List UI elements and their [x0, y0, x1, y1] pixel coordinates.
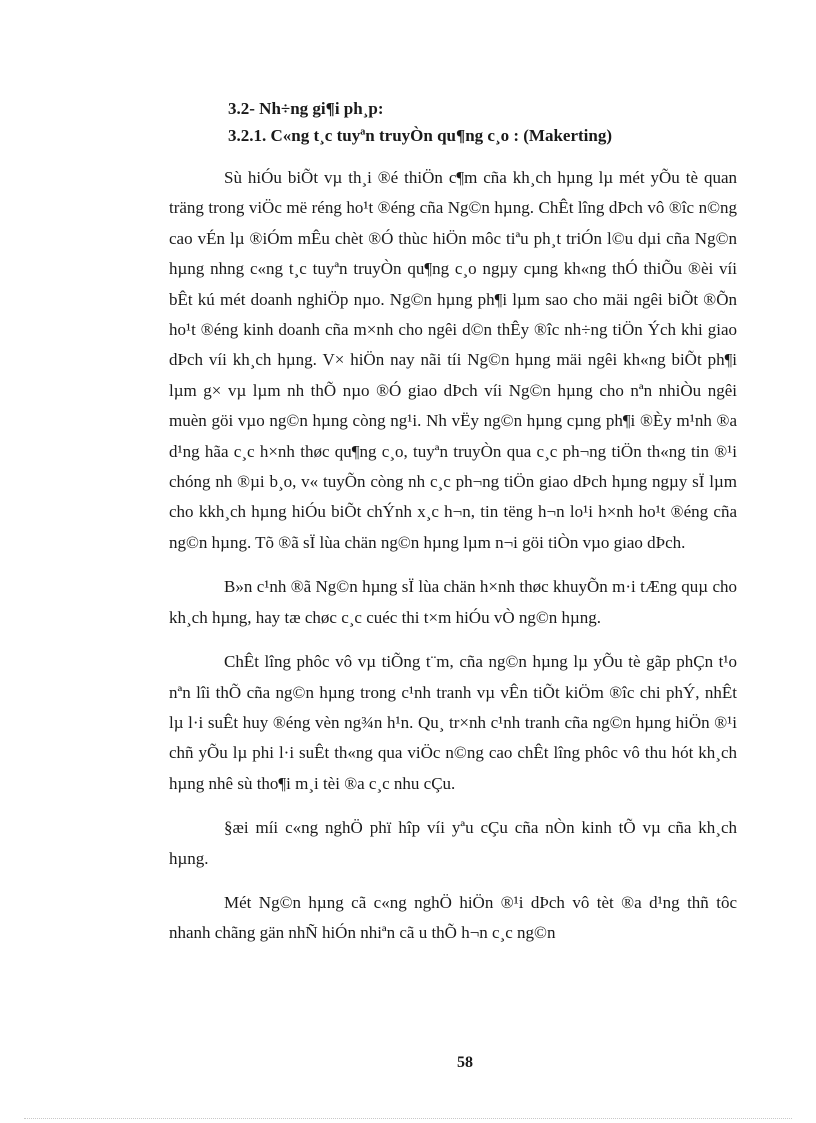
subsection-heading: 3.2.1. C«ng t¸c tuyªn truyÒn qu¶ng c¸o : (Makerting) — [228, 126, 613, 145]
section-heading: 3.2- Nh÷ng gi¶i ph¸p: — [228, 99, 384, 118]
page-bottom-divider — [24, 1118, 792, 1119]
paragraph-5: Mét Ng©n hµng cã c«ng nghÖ hiÖn ®¹i dÞch vô tèt ®a d¹ng thñ tôc nhanh chãng gän nhÑ hiÓn nhiªn cã u thÕ h¬n c¸c ng©n — [169, 892, 737, 943]
page-number: 58 — [457, 1054, 473, 1071]
paragraph-2: B»n c¹nh ®ã Ng©n hµng sÏ lùa chän h×nh thøc khuyÕn m·i tÆng quµ cho kh¸ch hµng, hay tæ chøc c¸c cuéc thi t×m hiÓu vÒ ng©n hµng. — [169, 577, 737, 627]
paragraph-1: Sù hiÓu biÕt vµ th¸i ®é thiÖn c¶m cña kh¸ch hµng lµ mét yÕu tè quan träng trong viÖc më réng ho¹t ®éng cña Ng©n hµng. ChÊt lîng dÞch vô ®îc n©ng cao vÉn lµ ®iÓm mÊu chèt ®Ó thùc hiÖn môc tiªu ph¸t triÓn l©u dµi cña Ng©n hµng nhng c«ng t¸c tuyªn truyÒn qu¶ng c¸o ngµy cµng kh«ng thÓ thiÕu ®èi víi bÊt kú mét doanh nghiÖp nµo. Ng©n hµng ph¶i lµm sao cho mäi ngêi biÕt ®Õn ho¹t ®éng kinh doanh cña m×nh cho ngêi d©n thÊy ®îc nh÷ng tiÖn Ých khi giao dÞch víi kh¸ch hµng. V× hiÖn nay nãi tíi Ng©n hµng mäi ngêi kh«ng biÕt ph¶i lµm g× vµ lµm nh thÕ nµo ®Ó giao dÞch víi Ng©n hµng cho nªn nhiÒu ngêi muèn göi vµo ng©n hµng còng ng¹i. Nh vËy ng©n hµng cµng ph¶i ®Èy m¹nh ®a d¹ng hãa c¸c h×nh thøc qu¶ng c¸o, tuyªn truyÒn qua c¸c ph¬ng tiÖn th«ng tin ®¹i chóng nh ®µi b¸o, v« tuyÕn còng nh c¸c ph¬ng tiÖn giao dÞch hµng ngµy sÏ lµm cho kkh¸ch hµng hiÓu biÕt chÝnh x¸c h¬n, tin tëng h¬n lo¹i h×nh ho¹t ®éng cña ng©n hµng. Tõ ®ã sÏ lùa chän ng©n hµng lµm n¬i göi tiÒn vµo giao dÞch. — [169, 168, 737, 552]
body-text — [169, 163, 737, 949]
paragraph-3: ChÊt lîng phôc vô vµ tiÕng t¨m, cña ng©n hµng lµ yÕu tè gãp phÇn t¹o nªn lîi thÕ cña ng©n hµng trong c¹nh tranh vµ vÊn tiÕt kiÖm ®îc chi phÝ, nhÊt lµ l·i suÊt huy ®éng vèn ng¾n h¹n. Qu¸ tr×nh c¹nh tranh cña ng©n hµng hiÖn ®¹i chñ yÕu lµ phi l·i suÊt th«ng qua viÖc n©ng cao chÊt lîng phôc vô thu hót kh¸ch hµng nhê sù tho¶i m¸i tèi ®a c¸c nhu cÇu. — [169, 652, 737, 793]
paragraph-4: §æi míi c«ng nghÖ phï hîp víi yªu cÇu cña nÒn kinh tÕ vµ cña kh¸ch hµng. — [169, 818, 737, 868]
